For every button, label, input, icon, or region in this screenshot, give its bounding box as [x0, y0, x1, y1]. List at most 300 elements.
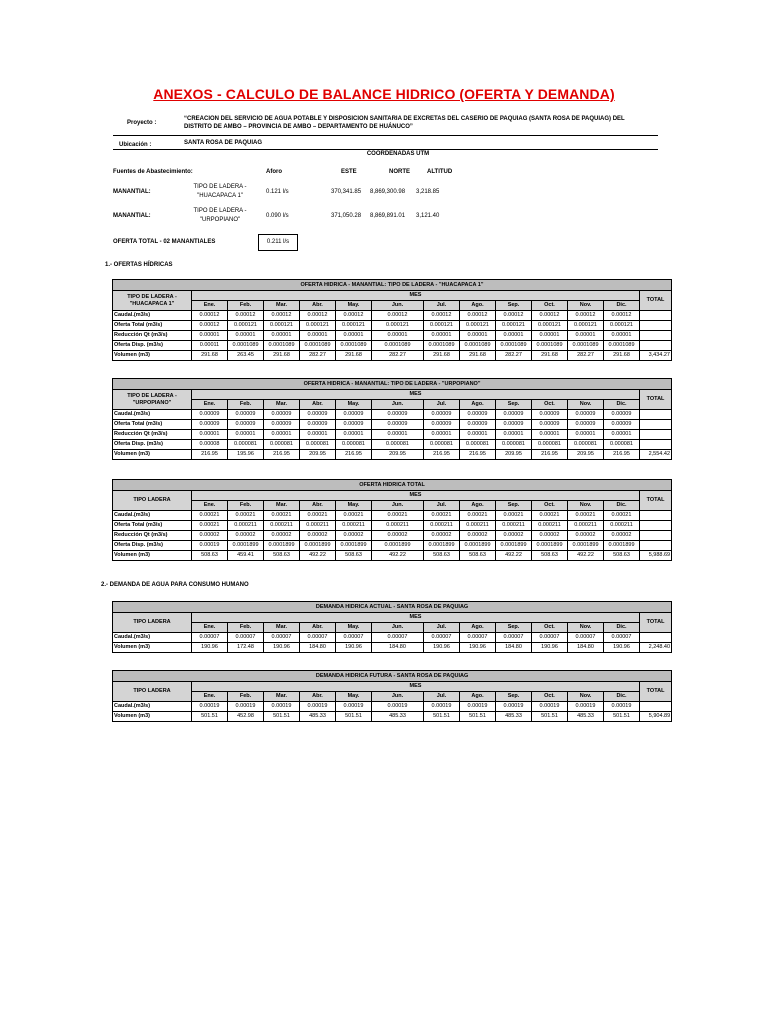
- table-cell: 0.000211: [372, 521, 424, 531]
- table-cell: 0.00001: [264, 430, 300, 440]
- table-cell: 190.96: [336, 643, 372, 653]
- table-cell: 0.00009: [604, 420, 640, 430]
- table-cell: 0.00009: [228, 410, 264, 420]
- table-cell: 0.000121: [264, 321, 300, 331]
- month-header: Ago.: [460, 400, 496, 410]
- table-cell: 485.33: [300, 712, 336, 722]
- month-header: Abr.: [300, 400, 336, 410]
- table-row: [113, 311, 672, 321]
- month-header: Feb.: [228, 301, 264, 311]
- month-header: Nov.: [568, 301, 604, 311]
- table-cell: 0.000121: [604, 321, 640, 331]
- table-cell: 0.00001: [424, 430, 460, 440]
- source-name: TIPO DE LADERA - "URPOPIANO": [193, 208, 247, 223]
- table-cell: 485.33: [496, 712, 532, 722]
- month-header: Ene.: [192, 501, 228, 511]
- table-cell: 0.00012: [372, 311, 424, 321]
- location-value: SANTA ROSA DE PAQUIAG: [184, 140, 263, 146]
- table-cell: 0.000211: [496, 521, 532, 531]
- row-label: Volumen (m3): [113, 351, 192, 361]
- row-label: Caudal.(m3/s): [113, 633, 192, 643]
- table-cell: 0.00002: [372, 531, 424, 541]
- table-cell: 0.00007: [568, 633, 604, 643]
- table-cell: 282.27: [372, 351, 424, 361]
- table-cell: 0.00001: [568, 430, 604, 440]
- table-corner-header: TIPO DE LADERA - "HUACAPACA 1": [113, 291, 192, 311]
- table-cell: 508.63: [604, 551, 640, 561]
- table-cell: 190.96: [460, 643, 496, 653]
- month-header: Ago.: [460, 301, 496, 311]
- table-cell: 0.00012: [336, 311, 372, 321]
- table-cell: 216.95: [460, 450, 496, 460]
- table-cell: 0.00021: [336, 511, 372, 521]
- divider: [113, 135, 658, 136]
- table-cell: 0.000121: [424, 321, 460, 331]
- table-cell: 0.0001899: [496, 541, 532, 551]
- table-cell: 0.00012: [532, 311, 568, 321]
- table-cell: 0.00007: [460, 633, 496, 643]
- table-cell: 0.00009: [336, 410, 372, 420]
- table-cell: 0.00009: [460, 420, 496, 430]
- table-cell: 0.00001: [228, 430, 264, 440]
- row-label: Volumen (m3): [113, 450, 192, 460]
- row-label: Oferta Disp. (m3/s): [113, 341, 192, 351]
- table-cell: 501.51: [192, 712, 228, 722]
- table-cell: 0.0001899: [568, 541, 604, 551]
- total-header: TOTAL: [640, 491, 672, 511]
- table-cell: 0.00009: [372, 410, 424, 420]
- table-cell: 0.0001089: [532, 341, 568, 351]
- table-cell: 492.22: [372, 551, 424, 561]
- row-total: [640, 440, 672, 450]
- table-cell: 0.0001089: [604, 341, 640, 351]
- table-cell: 0.000081: [532, 440, 568, 450]
- table-cell: 0.00021: [496, 511, 532, 521]
- table-cell: 0.0001089: [372, 341, 424, 351]
- table-cell: 209.95: [300, 450, 336, 460]
- table-cell: 0.00002: [192, 531, 228, 541]
- row-total: 5,988.69: [640, 551, 672, 561]
- month-group-header: MES: [192, 291, 640, 301]
- table-cell: 0.00009: [604, 410, 640, 420]
- month-header: May.: [336, 623, 372, 633]
- row-total: [640, 410, 672, 420]
- month-header: Feb.: [228, 501, 264, 511]
- table-cell: 0.00009: [424, 420, 460, 430]
- table-cell: 492.22: [300, 551, 336, 561]
- table-cell: 282.27: [568, 351, 604, 361]
- table-cell: 0.000081: [372, 440, 424, 450]
- aforo-header: Aforo: [266, 169, 282, 175]
- table-cell: 0.0001899: [300, 541, 336, 551]
- month-header: May.: [336, 400, 372, 410]
- table-cell: 0.00007: [496, 633, 532, 643]
- table-row: [113, 351, 672, 361]
- row-total: [640, 341, 672, 351]
- table-cell: 0.00001: [336, 331, 372, 341]
- table-cell: 0.00021: [192, 521, 228, 531]
- table-row: [113, 633, 672, 643]
- table-title: DEMANDA HIDRICA ACTUAL - SANTA ROSA DE PAQUIAG: [113, 602, 672, 613]
- table-cell: 0.00009: [372, 420, 424, 430]
- table-cell: 0.00002: [568, 531, 604, 541]
- month-header: Sep.: [496, 400, 532, 410]
- month-group-header: MES: [192, 390, 640, 400]
- este-header: ESTE: [341, 169, 357, 175]
- table-cell: 0.00012: [460, 311, 496, 321]
- table-cell: 0.0001899: [372, 541, 424, 551]
- month-header: Feb.: [228, 400, 264, 410]
- table-corner-header: TIPO LADERA: [113, 682, 192, 702]
- table-cell: 0.00001: [336, 430, 372, 440]
- table-cell: 0.00002: [300, 531, 336, 541]
- table-cell: 263.45: [228, 351, 264, 361]
- table-cell: 0.00019: [300, 702, 336, 712]
- table-cell: 0.00019: [264, 702, 300, 712]
- month-header: Jun.: [372, 400, 424, 410]
- month-header: Ago.: [460, 623, 496, 633]
- table-cell: 0.00007: [604, 633, 640, 643]
- table-cell: 0.00002: [532, 531, 568, 541]
- table-cell: 0.00007: [424, 633, 460, 643]
- table-cell: 0.000081: [336, 440, 372, 450]
- table-cell: 0.00002: [604, 531, 640, 541]
- row-label: Volumen (m3): [113, 643, 192, 653]
- table-cell: 0.0001089: [496, 341, 532, 351]
- source-name: TIPO DE LADERA - "HUACAPACA 1": [193, 184, 247, 199]
- table-cell: 190.96: [424, 643, 460, 653]
- table-cell: 0.0001089: [228, 341, 264, 351]
- table-cell: 0.000081: [496, 440, 532, 450]
- data-table: [112, 479, 672, 561]
- table-cell: 501.51: [532, 712, 568, 722]
- table-cell: 0.00009: [424, 410, 460, 420]
- table-cell: 216.95: [336, 450, 372, 460]
- total-header: TOTAL: [640, 291, 672, 311]
- month-header: Ago.: [460, 692, 496, 702]
- table-cell: 184.80: [568, 643, 604, 653]
- month-header: May.: [336, 301, 372, 311]
- month-header: Ago.: [460, 501, 496, 511]
- row-total: [640, 633, 672, 643]
- month-header: Nov.: [568, 400, 604, 410]
- table-cell: 508.63: [532, 551, 568, 561]
- table-cell: 0.000211: [264, 521, 300, 531]
- table-cell: 0.000211: [228, 521, 264, 531]
- table-cell: 282.27: [496, 351, 532, 361]
- table-cell: 0.0001089: [424, 341, 460, 351]
- table-cell: 501.51: [264, 712, 300, 722]
- table-cell: 0.00001: [496, 331, 532, 341]
- table-cell: 0.00001: [192, 430, 228, 440]
- table-cell: 0.0001899: [460, 541, 496, 551]
- table-cell: 0.00002: [264, 531, 300, 541]
- row-label: Reducción Qt (m3/s): [113, 430, 192, 440]
- table-cell: 291.68: [336, 351, 372, 361]
- table-cell: 0.000081: [300, 440, 336, 450]
- row-label: Reducción Qt (m3/s): [113, 331, 192, 341]
- month-header: May.: [336, 501, 372, 511]
- table-row: [113, 643, 672, 653]
- source-type: MANANTIAL:: [113, 213, 151, 219]
- table-cell: 501.51: [604, 712, 640, 722]
- table-cell: 216.95: [424, 450, 460, 460]
- month-group-header: MES: [192, 613, 640, 623]
- row-total: 2,554.42: [640, 450, 672, 460]
- month-header: Sep.: [496, 501, 532, 511]
- sources-heading: Fuentes de Abastecimiento:: [113, 169, 193, 175]
- table-cell: 0.000081: [604, 440, 640, 450]
- source-altitud: 3,218.85: [416, 189, 440, 195]
- source-norte: 8,869,300.98: [370, 189, 406, 195]
- table-cell: 0.0001089: [300, 341, 336, 351]
- table-cell: 0.00001: [264, 331, 300, 341]
- table-cell: 0.00001: [460, 430, 496, 440]
- row-total: 3,434.27: [640, 351, 672, 361]
- row-total: [640, 430, 672, 440]
- month-header: Dic.: [604, 400, 640, 410]
- month-header: Mar.: [264, 400, 300, 410]
- month-header: Nov.: [568, 501, 604, 511]
- table-cell: 0.000211: [336, 521, 372, 531]
- month-header: Dic.: [604, 501, 640, 511]
- table-cell: 0.00012: [424, 311, 460, 321]
- table-cell: 508.63: [424, 551, 460, 561]
- month-header: Dic.: [604, 692, 640, 702]
- table-cell: 0.00009: [300, 410, 336, 420]
- table-row: [113, 331, 672, 341]
- table-cell: 0.0001089: [336, 341, 372, 351]
- table-cell: 0.00009: [336, 420, 372, 430]
- table-cell: 0.00009: [496, 410, 532, 420]
- month-header: May.: [336, 692, 372, 702]
- table-row: [113, 511, 672, 521]
- row-label: Volumen (m3): [113, 712, 192, 722]
- table-cell: 0.00021: [568, 511, 604, 521]
- table-cell: 209.95: [372, 450, 424, 460]
- source-este: 371,050.28: [331, 213, 362, 219]
- table-cell: 0.00009: [264, 420, 300, 430]
- table-cell: 0.00009: [496, 420, 532, 430]
- table-cell: 0.00002: [228, 531, 264, 541]
- table-cell: 0.00001: [568, 331, 604, 341]
- table-cell: 291.68: [460, 351, 496, 361]
- row-label: Oferta Total (m3/s): [113, 521, 192, 531]
- table-title: OFERTA HIDRICA TOTAL: [113, 480, 672, 491]
- altitud-header: ALTITUD: [427, 169, 453, 175]
- month-header: Dic.: [604, 301, 640, 311]
- table-cell: 291.68: [264, 351, 300, 361]
- table-cell: 282.27: [300, 351, 336, 361]
- table-row: [113, 341, 672, 351]
- table-cell: 492.22: [496, 551, 532, 561]
- table-corner-header: TIPO DE LADERA - "URPOPIANO": [113, 390, 192, 410]
- project-label: Proyecto :: [127, 120, 157, 126]
- table-cell: 501.51: [424, 712, 460, 722]
- table-cell: 0.000121: [568, 321, 604, 331]
- row-total: [640, 420, 672, 430]
- table-cell: 0.00019: [192, 541, 228, 551]
- data-table: [112, 670, 672, 722]
- table-cell: 0.00001: [496, 430, 532, 440]
- table-cell: 0.00001: [300, 430, 336, 440]
- table-cell: 0.00009: [264, 410, 300, 420]
- row-total: [640, 311, 672, 321]
- month-header: Abr.: [300, 692, 336, 702]
- row-label: Oferta Disp. (m3/s): [113, 541, 192, 551]
- table-cell: 190.96: [604, 643, 640, 653]
- month-header: Dic.: [604, 623, 640, 633]
- table-cell: 0.00009: [532, 410, 568, 420]
- table-cell: 0.00001: [532, 430, 568, 440]
- table-cell: 0.00021: [604, 511, 640, 521]
- month-header: Abr.: [300, 623, 336, 633]
- table-cell: 0.00009: [192, 420, 228, 430]
- table-cell: 209.95: [496, 450, 532, 460]
- location-label: Ubicación :: [119, 142, 152, 148]
- data-table: [112, 601, 672, 653]
- table-cell: 195.96: [228, 450, 264, 460]
- table-cell: 0.00012: [568, 311, 604, 321]
- table-cell: 216.95: [532, 450, 568, 460]
- table-cell: 508.63: [264, 551, 300, 561]
- table-cell: 172.48: [228, 643, 264, 653]
- table-cell: 501.51: [460, 712, 496, 722]
- table-cell: 508.63: [460, 551, 496, 561]
- table-cell: 0.00019: [228, 702, 264, 712]
- table-title: DEMANDA HIDRICA FUTURA - SANTA ROSA DE PAQUIAG: [113, 671, 672, 682]
- table-row: [113, 430, 672, 440]
- section-offers-heading: 1.- OFERTAS HÍDRICAS: [105, 262, 173, 268]
- table-row: [113, 531, 672, 541]
- table-cell: 0.00001: [532, 331, 568, 341]
- table-cell: 0.00001: [460, 331, 496, 341]
- month-header: Ene.: [192, 301, 228, 311]
- row-total: [640, 702, 672, 712]
- month-header: Ene.: [192, 623, 228, 633]
- row-total: [640, 531, 672, 541]
- table-cell: 0.00007: [372, 633, 424, 643]
- table-row: [113, 712, 672, 722]
- table-cell: 0.00001: [300, 331, 336, 341]
- month-header: Nov.: [568, 623, 604, 633]
- row-label: Reducción Qt (m3/s): [113, 531, 192, 541]
- table-cell: 0.00021: [264, 511, 300, 521]
- table-cell: 485.33: [568, 712, 604, 722]
- month-header: Jun.: [372, 692, 424, 702]
- month-header: Mar.: [264, 301, 300, 311]
- table-cell: 508.63: [336, 551, 372, 561]
- table-cell: 508.63: [192, 551, 228, 561]
- row-total: [640, 511, 672, 521]
- table-cell: 0.00012: [192, 321, 228, 331]
- month-header: Jul.: [424, 623, 460, 633]
- table-cell: 216.95: [604, 450, 640, 460]
- table-cell: 485.33: [372, 712, 424, 722]
- source-aforo: 0.121 l/s: [266, 189, 289, 195]
- month-header: Jun.: [372, 501, 424, 511]
- table-cell: 0.000211: [604, 521, 640, 531]
- table-cell: 0.00012: [192, 311, 228, 321]
- table-cell: 0.00009: [460, 410, 496, 420]
- table-cell: 0.000211: [300, 521, 336, 531]
- table-cell: 216.95: [192, 450, 228, 460]
- table-cell: 0.00021: [372, 511, 424, 521]
- data-table: [112, 279, 672, 361]
- table-cell: 0.00008: [192, 440, 228, 450]
- row-label: Oferta Total (m3/s): [113, 321, 192, 331]
- table-cell: 0.0001899: [264, 541, 300, 551]
- row-label: Oferta Disp. (m3/s): [113, 440, 192, 450]
- table-row: [113, 450, 672, 460]
- row-label: Caudal.(m3/s): [113, 511, 192, 521]
- table-cell: 0.00019: [604, 702, 640, 712]
- table-cell: 452.98: [228, 712, 264, 722]
- table-cell: 0.00001: [192, 331, 228, 341]
- table-cell: 0.00021: [460, 511, 496, 521]
- table-cell: 0.00007: [532, 633, 568, 643]
- table-row: [113, 521, 672, 531]
- table-cell: 0.000121: [496, 321, 532, 331]
- table-cell: 190.96: [192, 643, 228, 653]
- month-header: Oct.: [532, 301, 568, 311]
- table-cell: 0.000081: [424, 440, 460, 450]
- table-cell: 216.95: [264, 450, 300, 460]
- table-row: [113, 440, 672, 450]
- table-cell: 0.0001899: [424, 541, 460, 551]
- table-cell: 0.0001089: [460, 341, 496, 351]
- table-cell: 209.95: [568, 450, 604, 460]
- table-cell: 0.00007: [264, 633, 300, 643]
- table-cell: 0.000121: [336, 321, 372, 331]
- coordinates-title: COORDENADAS UTM: [366, 151, 430, 157]
- table-cell: 0.0001089: [264, 341, 300, 351]
- table-cell: 0.000081: [228, 440, 264, 450]
- month-header: Feb.: [228, 623, 264, 633]
- table-cell: 0.000121: [372, 321, 424, 331]
- row-total: [640, 541, 672, 551]
- table-cell: 190.96: [532, 643, 568, 653]
- table-cell: 0.00001: [424, 331, 460, 341]
- table-cell: 0.00019: [424, 702, 460, 712]
- section-demand-heading: 2.- DEMANDA DE AGUA PARA CONSUMO HUMANO: [101, 582, 249, 588]
- table-cell: 0.00002: [460, 531, 496, 541]
- month-header: Jul.: [424, 301, 460, 311]
- table-cell: 0.00007: [336, 633, 372, 643]
- table-cell: 0.0001899: [532, 541, 568, 551]
- table-cell: 492.22: [568, 551, 604, 561]
- month-header: Jul.: [424, 501, 460, 511]
- source-este: 370,341.85: [331, 189, 362, 195]
- month-header: Oct.: [532, 501, 568, 511]
- table-cell: 0.000211: [532, 521, 568, 531]
- table-cell: 0.00019: [372, 702, 424, 712]
- norte-header: NORTE: [389, 169, 410, 175]
- table-cell: 0.00007: [192, 633, 228, 643]
- month-header: Abr.: [300, 301, 336, 311]
- table-cell: 0.00002: [496, 531, 532, 541]
- table-cell: 0.00012: [264, 311, 300, 321]
- table-cell: 0.000121: [460, 321, 496, 331]
- table-cell: 0.00009: [300, 420, 336, 430]
- total-header: TOTAL: [640, 682, 672, 702]
- table-cell: 0.000081: [264, 440, 300, 450]
- table-title: OFERTA HIDRICA - MANANTIAL: TIPO DE LADERA - "URPOPIANO": [113, 379, 672, 390]
- table-cell: 184.80: [372, 643, 424, 653]
- month-header: Ene.: [192, 692, 228, 702]
- table-cell: 0.00019: [496, 702, 532, 712]
- source-altitud: 3,121.40: [416, 213, 440, 219]
